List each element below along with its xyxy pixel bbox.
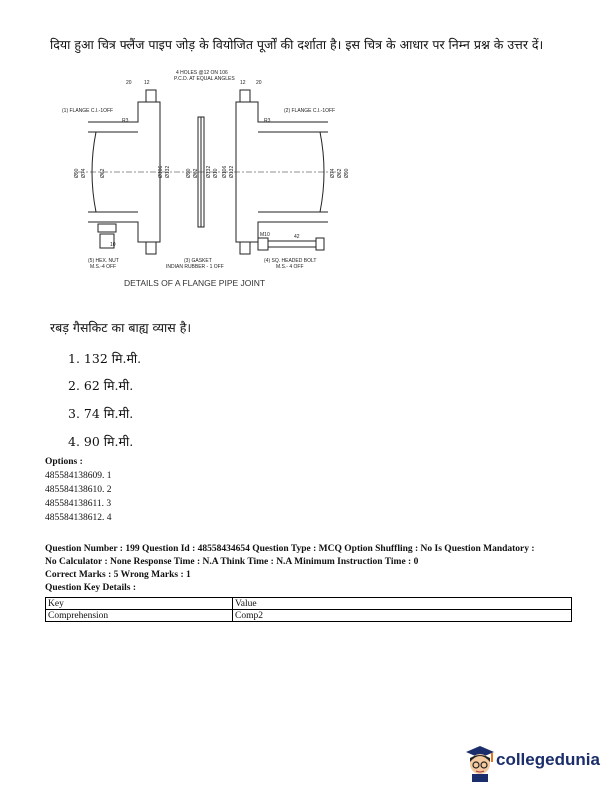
dim-m10: M10: [260, 232, 270, 238]
label-gasket-2: INDIAN RUBBER - 1 OFF: [166, 264, 224, 270]
dim-gasket-1: Ø62: [193, 168, 199, 178]
table-row: [46, 610, 572, 622]
label-gasket: (3) GASKET: [184, 258, 212, 264]
option-4-text: 90 मि.मी.: [83, 434, 134, 449]
option-2-number: 2.: [68, 378, 80, 393]
dim-center-left-0: Ø106: [158, 165, 164, 178]
option-2: [68, 377, 133, 394]
dim-12-right: 12: [240, 80, 246, 86]
label-flange-left: (1) FLANGE C.I.-1OFF: [62, 108, 114, 114]
key-table-header-key: Key: [46, 598, 233, 610]
dim-right-1: Ø62: [337, 168, 343, 178]
key-details-heading: Question Key Details :: [45, 583, 137, 593]
dim-42: 42: [294, 234, 300, 240]
question-text: रबड़ गैसकिट का बाह्य व्यास है।: [50, 320, 192, 335]
key-table-header-row: [46, 598, 572, 610]
dim-20-right: 20: [256, 80, 262, 86]
option-id-4: 485584138612. 4: [45, 513, 112, 523]
dim-center-right-1: Ø132: [229, 165, 235, 178]
key-table-cell-key: Comprehension: [46, 610, 233, 622]
question-key-table: [45, 597, 572, 622]
option-2-text: 62 मि.मी.: [83, 378, 134, 393]
option-id-3: 485584138611. 3: [45, 499, 112, 509]
flange-pipe-joint-drawing: [58, 62, 358, 294]
question-meta-line-2: No Calculator : None Response Time : N.A Think Time : N.A Minimum Instruction Time : 0: [45, 557, 419, 567]
key-table-cell-value: Comp2: [233, 610, 572, 622]
dim-right-2: Ø90: [344, 168, 350, 178]
option-1-number: 1.: [68, 351, 80, 366]
graduate-mascot-icon: [462, 742, 496, 782]
option-4-number: 4.: [68, 434, 80, 449]
dim-center-right-0: Ø106: [222, 165, 228, 178]
dim-r3-left: R3: [122, 118, 129, 124]
label-nut: (5) HEX. NUT: [88, 258, 119, 264]
option-4: [68, 433, 133, 450]
dim-gasket-2: Ø132: [206, 165, 212, 178]
label-bolt: (4) SQ. HEADED BOLT: [264, 258, 317, 264]
dim-center-left-1: Ø132: [165, 165, 171, 178]
option-1-text: 132 मि.मी.: [83, 351, 142, 366]
label-flange-right: (2) FLANGE C.I.-1OFF: [284, 108, 336, 114]
dim-left-1: Ø74: [81, 168, 87, 178]
option-3-number: 3.: [68, 406, 80, 421]
dim-10: 10: [110, 242, 116, 248]
label-bolt-2: M.S.- 4 OFF: [276, 264, 304, 270]
option-id-2: 485584138610. 2: [45, 485, 112, 495]
dim-62-left: Ø62: [100, 168, 106, 178]
dim-right-0: Ø74: [330, 168, 336, 178]
options-heading: Options :: [45, 457, 83, 467]
question-meta-line-1: Question Number : 199 Question Id : 48558434654 Question Type : MCQ Option Shuffling : No Is Question Mandatory :: [45, 544, 535, 554]
dim-20-left: 20: [126, 80, 132, 86]
dim-12-left: 12: [144, 80, 150, 86]
dim-gasket-3: Ø10: [213, 168, 219, 178]
collegedunia-logo: [462, 742, 612, 782]
dim-r3-right: R3: [264, 118, 271, 124]
figure-top-note-1: 4 HOLES @12 ON 106: [176, 70, 228, 76]
intro-text: दिया हुआ चित्र फ्लैंज पाइप जोड़ के वियोजित पूर्जों की दर्शाता है। इस चित्र के आधार पर निम्न प्रश्न के उत्तर दें।: [50, 37, 544, 52]
option-id-1: 485584138609. 1: [45, 471, 112, 481]
logo-text: collegedunia: [496, 750, 600, 769]
figure-top-note-2: P.C.D. AT EQUAL ANGLES: [174, 76, 235, 82]
label-nut-2: M.S.-4 OFF: [90, 264, 117, 270]
key-table-header-value: Value: [233, 598, 572, 610]
figure-title: DETAILS OF A FLANGE PIPE JOINT: [124, 278, 266, 288]
dim-gasket-0: Ø90: [186, 168, 192, 178]
marks-line: Correct Marks : 5 Wrong Marks : 1: [45, 570, 191, 580]
option-1: [68, 350, 141, 367]
option-3: [68, 405, 133, 422]
option-3-text: 74 मि.मी.: [83, 406, 134, 421]
dim-left-0: Ø90: [74, 168, 80, 178]
